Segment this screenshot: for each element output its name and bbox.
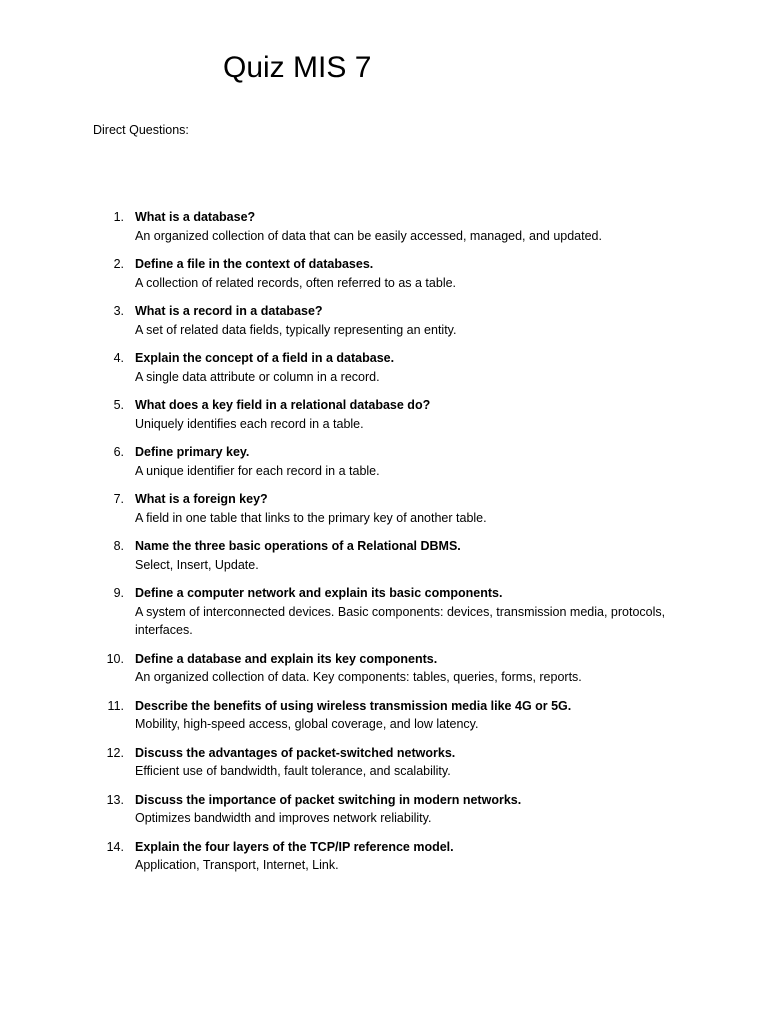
- question-number: 11.: [107, 698, 124, 713]
- question-number: 4.: [113, 351, 124, 365]
- section-heading: Direct Questions:: [93, 123, 189, 137]
- question-item: [0, 349, 768, 386]
- question-text: Describe the benefits of using wireless transmission media like 4G or 5G.: [135, 698, 572, 713]
- question-number: 8.: [113, 539, 124, 553]
- question-text: Define a file in the context of databases.: [135, 257, 374, 271]
- question-number: 6.: [113, 445, 124, 459]
- question-item: [0, 302, 768, 339]
- question-item: [0, 744, 768, 781]
- question-item: [0, 697, 768, 734]
- question-text: Discuss the advantages of packet-switched networks.: [135, 745, 456, 760]
- question-text: Name the three basic operations of a Relational DBMS.: [135, 539, 461, 553]
- answer-text: A system of interconnected devices. Basic components: devices, transmission media, protocols, interfaces.: [135, 604, 666, 637]
- answer-text: A single data attribute or column in a record.: [135, 369, 380, 384]
- question-number: 12.: [106, 745, 124, 760]
- question-number: 13.: [106, 792, 124, 807]
- question-number: 7.: [113, 492, 124, 506]
- question-item: [0, 838, 768, 875]
- answer-text: A unique identifier for each record in a table.: [135, 463, 380, 478]
- question-item: [0, 650, 768, 687]
- answer-text: Select, Insert, Update.: [135, 557, 259, 572]
- answer-text: A collection of related records, often referred to as a table.: [135, 275, 457, 290]
- question-text: What is a database?: [135, 210, 256, 224]
- question-text: What is a foreign key?: [135, 492, 268, 506]
- question-number: 2.: [113, 257, 124, 271]
- question-item: [0, 584, 768, 640]
- page-title: Quiz MIS 7: [223, 51, 372, 84]
- answer-text: Mobility, high-speed access, global coverage, and low latency.: [135, 717, 479, 731]
- question-number: 14.: [106, 839, 124, 854]
- question-item: [0, 791, 768, 828]
- question-number: 1.: [113, 210, 124, 224]
- answer-text: A field in one table that links to the primary key of another table.: [135, 510, 487, 525]
- question-item: [0, 208, 768, 245]
- question-text: Define a computer network and explain its basic components.: [135, 586, 503, 600]
- question-item: [0, 443, 768, 480]
- question-text: Discuss the importance of packet switching in modern networks.: [135, 792, 522, 807]
- question-text: Explain the four layers of the TCP/IP reference model.: [135, 839, 454, 854]
- question-item: [0, 537, 768, 574]
- question-item: [0, 490, 768, 527]
- question-text: What does a key field in a relational database do?: [135, 398, 431, 412]
- question-number: 5.: [113, 398, 124, 412]
- question-number: 9.: [113, 586, 124, 600]
- question-number: 10.: [106, 651, 124, 666]
- answer-text: Optimizes bandwidth and improves network reliability.: [135, 811, 432, 825]
- answer-text: An organized collection of data. Key components: tables, queries, forms, reports.: [135, 670, 582, 684]
- question-text: What is a record in a database?: [135, 304, 323, 318]
- answer-text: A set of related data fields, typically representing an entity.: [135, 322, 457, 337]
- question-list: [0, 208, 768, 885]
- answer-text: Uniquely identifies each record in a table.: [135, 416, 364, 431]
- question-item: [0, 255, 768, 292]
- question-number: 3.: [113, 304, 124, 318]
- question-text: Explain the concept of a field in a database.: [135, 351, 395, 365]
- question-item: [0, 396, 768, 433]
- question-text: Define a database and explain its key components.: [135, 651, 438, 666]
- answer-text: Efficient use of bandwidth, fault tolerance, and scalability.: [135, 764, 451, 778]
- question-text: Define primary key.: [135, 445, 250, 459]
- answer-text: An organized collection of data that can be easily accessed, managed, and updated.: [135, 228, 602, 243]
- answer-text: Application, Transport, Internet, Link.: [135, 858, 339, 872]
